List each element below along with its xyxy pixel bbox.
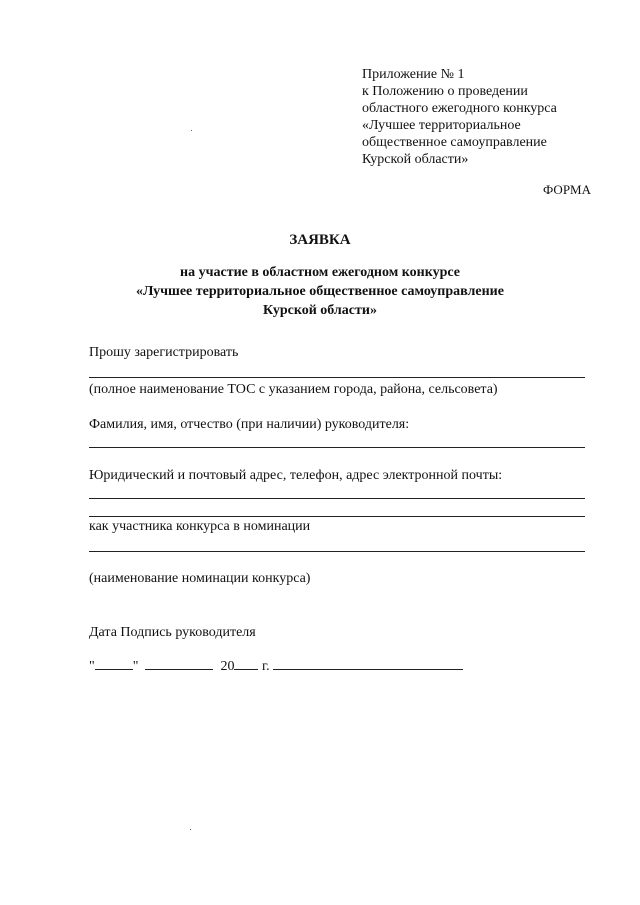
quote-close: " — [132, 659, 139, 674]
register-input-line[interactable] — [89, 377, 585, 378]
nomination-input-line[interactable] — [89, 551, 585, 552]
nomination-hint: (наименование номинации конкурса) — [89, 571, 311, 586]
nomination-label: как участника конкурса в номинации — [89, 519, 311, 534]
month-input[interactable] — [145, 657, 213, 670]
quote-open: " — [89, 659, 95, 674]
day-input[interactable] — [95, 657, 133, 670]
register-hint: (полное наименование ТОС с указанием города, района, сельсовета) — [89, 382, 498, 397]
appendix-line-4: «Лучшее территориальное — [362, 118, 521, 133]
date-line — [89, 657, 463, 675]
address-label: Юридический и почтовый адрес, телефон, адрес электронной почты: — [89, 468, 503, 483]
appendix-line-2: к Положению о проведении — [362, 84, 528, 99]
head-name-label: Фамилия, имя, отчество (при наличии) руководителя: — [89, 417, 410, 432]
head-name-input-line[interactable] — [89, 447, 585, 448]
appendix-line-1: Приложение № 1 — [362, 67, 465, 82]
year-input[interactable] — [234, 657, 258, 670]
year-suffix: г. — [261, 659, 270, 674]
document-title: ЗАЯВКА — [289, 232, 351, 248]
date-signature-label: Дата Подпись руководителя — [89, 625, 256, 640]
appendix-line-3: областного ежегодного конкурса — [362, 101, 557, 116]
scan-speck — [191, 130, 192, 131]
subtitle-line-1: на участие в областном ежегодном конкурсе — [180, 265, 460, 280]
subtitle-line-3: Курской области» — [263, 303, 377, 318]
scan-speck — [190, 829, 191, 830]
address-input-line-1[interactable] — [89, 498, 585, 499]
register-label: Прошу зарегистрировать — [89, 345, 239, 360]
form-label: ФОРМА — [543, 182, 591, 197]
subtitle-line-2: «Лучшее территориальное общественное самоуправление — [136, 284, 504, 299]
address-input-line-2[interactable] — [89, 516, 585, 517]
appendix-line-5: общественное самоуправление — [362, 135, 547, 150]
year-prefix: 20 — [220, 659, 235, 674]
signature-input[interactable] — [273, 657, 463, 670]
appendix-line-6: Курской области» — [362, 152, 469, 167]
